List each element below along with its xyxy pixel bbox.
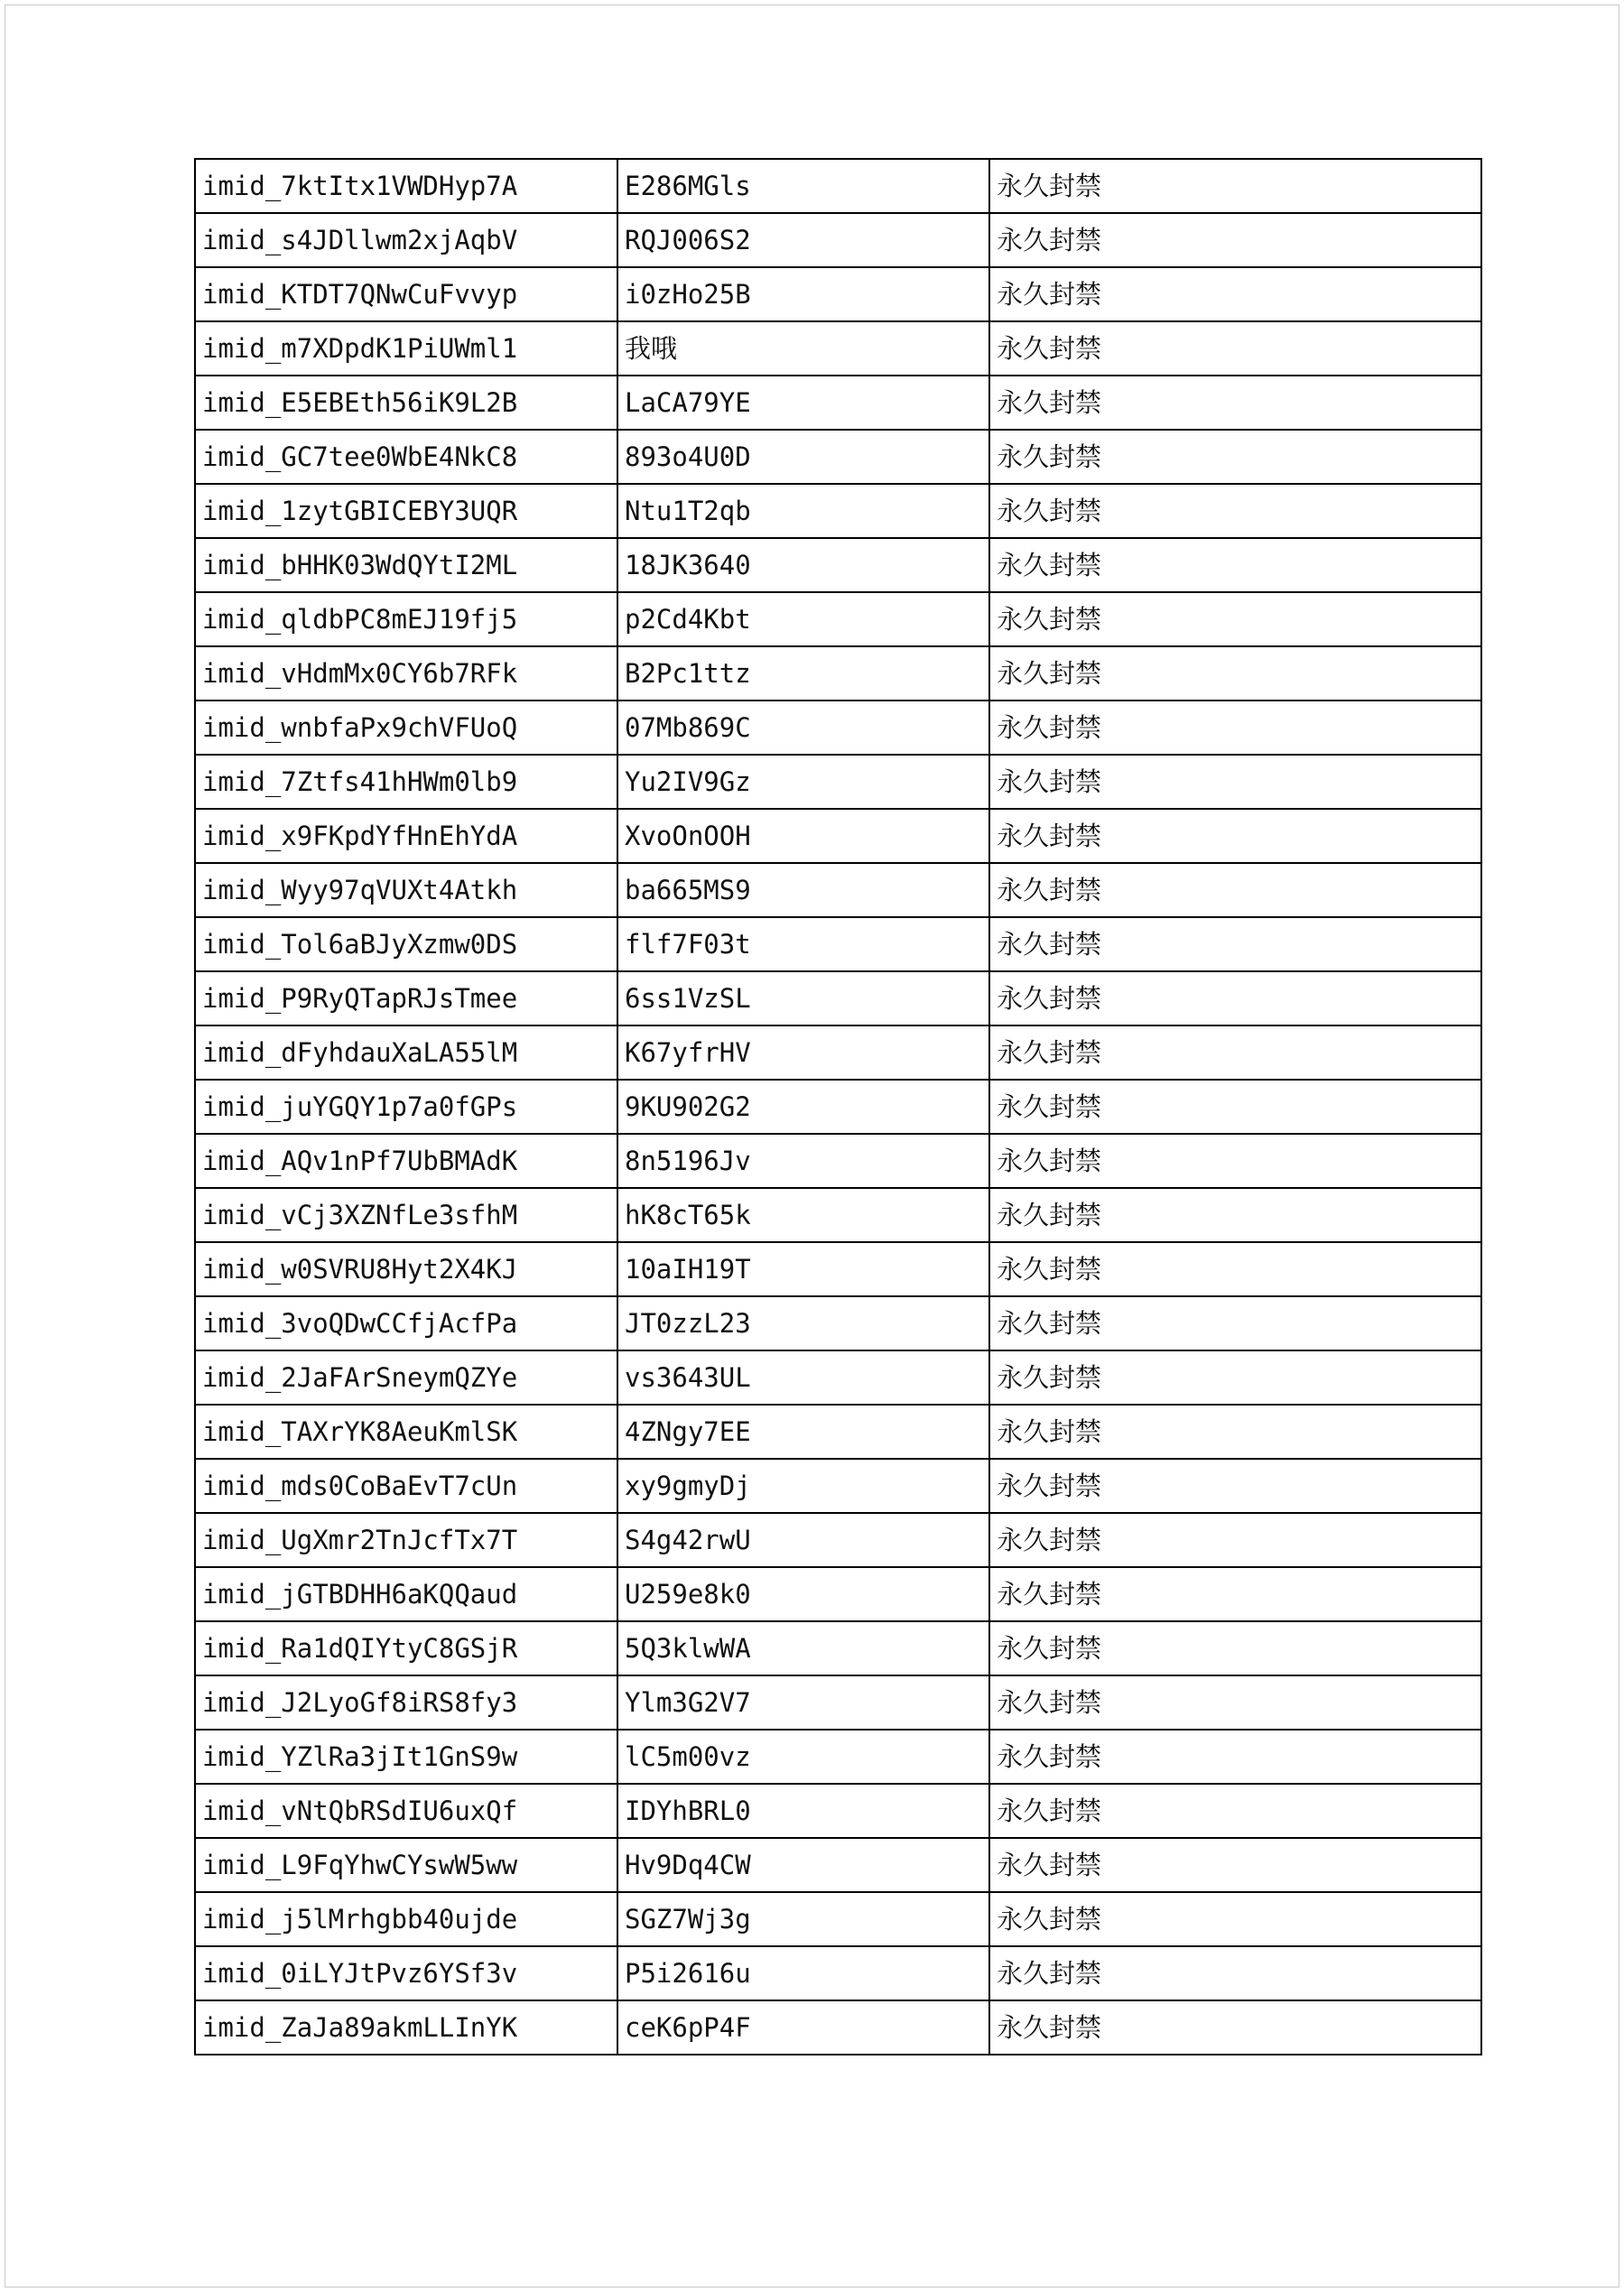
- code-cell: i0zHo25B: [617, 267, 989, 321]
- code-cell: K67yfrHV: [617, 1025, 989, 1080]
- account-id-cell: imid_w0SVRU8Hyt2X4KJ: [195, 1242, 617, 1296]
- table-row: [195, 159, 1481, 213]
- table-row: [195, 1025, 1481, 1080]
- account-id-cell: imid_GC7tee0WbE4NkC8: [195, 430, 617, 484]
- code-cell: E286MGls: [617, 159, 989, 213]
- code-cell: 6ss1VzSL: [617, 971, 989, 1025]
- ban-status-cell: 永久封禁: [989, 538, 1481, 592]
- ban-status-cell: 永久封禁: [989, 1675, 1481, 1730]
- ban-status-cell: 永久封禁: [989, 267, 1481, 321]
- account-id-cell: imid_mds0CoBaEvT7cUn: [195, 1459, 617, 1513]
- ban-status-cell: 永久封禁: [989, 1080, 1481, 1134]
- ban-status-cell: 永久封禁: [989, 1513, 1481, 1567]
- account-id-cell: imid_m7XDpdK1PiUWml1: [195, 321, 617, 376]
- ban-status-cell: 永久封禁: [989, 863, 1481, 917]
- account-id-cell: imid_j5lMrhgbb40ujde: [195, 1892, 617, 1946]
- ban-status-cell: 永久封禁: [989, 701, 1481, 755]
- table-row: [195, 1350, 1481, 1405]
- table-row: [195, 430, 1481, 484]
- account-id-cell: imid_2JaFArSneymQZYe: [195, 1350, 617, 1405]
- code-cell: 我哦: [617, 321, 989, 376]
- ban-status-cell: 永久封禁: [989, 430, 1481, 484]
- table-row: [195, 1513, 1481, 1567]
- ban-status-cell: 永久封禁: [989, 1405, 1481, 1459]
- ban-status-cell: 永久封禁: [989, 917, 1481, 971]
- table-row: [195, 1946, 1481, 2000]
- account-id-cell: imid_L9FqYhwCYswW5ww: [195, 1838, 617, 1892]
- table-row: [195, 1296, 1481, 1350]
- account-id-cell: imid_vCj3XZNfLe3sfhM: [195, 1188, 617, 1242]
- ban-status-cell: 永久封禁: [989, 1296, 1481, 1350]
- code-cell: ba665MS9: [617, 863, 989, 917]
- account-id-cell: imid_dFyhdauXaLA55lM: [195, 1025, 617, 1080]
- ban-status-cell: 永久封禁: [989, 2000, 1481, 2055]
- code-cell: LaCA79YE: [617, 376, 989, 430]
- ban-status-cell: 永久封禁: [989, 1459, 1481, 1513]
- code-cell: 8n5196Jv: [617, 1134, 989, 1188]
- ban-status-cell: 永久封禁: [989, 971, 1481, 1025]
- ban-status-cell: 永久封禁: [989, 1188, 1481, 1242]
- table-row: [195, 701, 1481, 755]
- code-cell: Ylm3G2V7: [617, 1675, 989, 1730]
- account-id-cell: imid_P9RyQTapRJsTmee: [195, 971, 617, 1025]
- ban-status-cell: 永久封禁: [989, 1946, 1481, 2000]
- ban-status-cell: 永久封禁: [989, 484, 1481, 538]
- ban-status-cell: 永久封禁: [989, 213, 1481, 267]
- table-row: [195, 971, 1481, 1025]
- code-cell: 10aIH19T: [617, 1242, 989, 1296]
- code-cell: 07Mb869C: [617, 701, 989, 755]
- code-cell: lC5m00vz: [617, 1730, 989, 1784]
- table-row: [195, 538, 1481, 592]
- table-row: [195, 592, 1481, 646]
- account-id-cell: imid_ZaJa89akmLLInYK: [195, 2000, 617, 2055]
- ban-status-cell: 永久封禁: [989, 1838, 1481, 1892]
- account-id-cell: imid_E5EBEth56iK9L2B: [195, 376, 617, 430]
- code-cell: flf7F03t: [617, 917, 989, 971]
- account-id-cell: imid_7Ztfs41hHWm0lb9: [195, 755, 617, 809]
- code-cell: hK8cT65k: [617, 1188, 989, 1242]
- table-row: [195, 1459, 1481, 1513]
- table-row: [195, 809, 1481, 863]
- table-row: [195, 1838, 1481, 1892]
- code-cell: B2Pc1ttz: [617, 646, 989, 701]
- code-cell: XvoOnOOH: [617, 809, 989, 863]
- ban-status-cell: 永久封禁: [989, 646, 1481, 701]
- account-id-cell: imid_Ra1dQIYtyC8GSjR: [195, 1621, 617, 1675]
- table-row: [195, 1405, 1481, 1459]
- table-row: [195, 376, 1481, 430]
- code-cell: RQJ006S2: [617, 213, 989, 267]
- account-id-cell: imid_vHdmMx0CY6b7RFk: [195, 646, 617, 701]
- ban-status-cell: 永久封禁: [989, 1730, 1481, 1784]
- ban-status-cell: 永久封禁: [989, 592, 1481, 646]
- table-row: [195, 484, 1481, 538]
- account-id-cell: imid_3voQDwCCfjAcfPa: [195, 1296, 617, 1350]
- account-id-cell: imid_x9FKpdYfHnEhYdA: [195, 809, 617, 863]
- table-row: [195, 1188, 1481, 1242]
- account-id-cell: imid_AQv1nPf7UbBMAdK: [195, 1134, 617, 1188]
- account-id-cell: imid_YZlRa3jIt1GnS9w: [195, 1730, 617, 1784]
- ban-status-cell: 永久封禁: [989, 1350, 1481, 1405]
- account-id-cell: imid_Wyy97qVUXt4Atkh: [195, 863, 617, 917]
- table-row: [195, 1134, 1481, 1188]
- ban-list-table: [194, 158, 1482, 2055]
- account-id-cell: imid_J2LyoGf8iRS8fy3: [195, 1675, 617, 1730]
- code-cell: U259e8k0: [617, 1567, 989, 1621]
- ban-status-cell: 永久封禁: [989, 755, 1481, 809]
- account-id-cell: imid_Tol6aBJyXzmw0DS: [195, 917, 617, 971]
- account-id-cell: imid_KTDT7QNwCuFvvyp: [195, 267, 617, 321]
- code-cell: 5Q3klwWA: [617, 1621, 989, 1675]
- table-row: [195, 917, 1481, 971]
- table-row: [195, 267, 1481, 321]
- code-cell: Ntu1T2qb: [617, 484, 989, 538]
- code-cell: 9KU902G2: [617, 1080, 989, 1134]
- table-body: [195, 159, 1481, 2055]
- account-id-cell: imid_qldbPC8mEJ19fj5: [195, 592, 617, 646]
- ban-status-cell: 永久封禁: [989, 1134, 1481, 1188]
- account-id-cell: imid_TAXrYK8AeuKmlSK: [195, 1405, 617, 1459]
- table-row: [195, 213, 1481, 267]
- document-page: [5, 5, 1619, 2287]
- ban-status-cell: 永久封禁: [989, 1784, 1481, 1838]
- table-row: [195, 1730, 1481, 1784]
- table-row: [195, 1242, 1481, 1296]
- code-cell: xy9gmyDj: [617, 1459, 989, 1513]
- table-row: [195, 1567, 1481, 1621]
- code-cell: IDYhBRL0: [617, 1784, 989, 1838]
- table-row: [195, 1784, 1481, 1838]
- account-id-cell: imid_s4JDllwm2xjAqbV: [195, 213, 617, 267]
- ban-status-cell: 永久封禁: [989, 376, 1481, 430]
- account-id-cell: imid_juYGQY1p7a0fGPs: [195, 1080, 617, 1134]
- ban-status-cell: 永久封禁: [989, 321, 1481, 376]
- code-cell: 18JK3640: [617, 538, 989, 592]
- code-cell: Yu2IV9Gz: [617, 755, 989, 809]
- ban-status-cell: 永久封禁: [989, 1242, 1481, 1296]
- code-cell: 893o4U0D: [617, 430, 989, 484]
- table-row: [195, 646, 1481, 701]
- account-id-cell: imid_bHHK03WdQYtI2ML: [195, 538, 617, 592]
- account-id-cell: imid_jGTBDHH6aKQQaud: [195, 1567, 617, 1621]
- table-row: [195, 1892, 1481, 1946]
- table-row: [195, 2000, 1481, 2055]
- account-id-cell: imid_0iLYJtPvz6YSf3v: [195, 1946, 617, 2000]
- account-id-cell: imid_wnbfaPx9chVFUoQ: [195, 701, 617, 755]
- code-cell: ceK6pP4F: [617, 2000, 989, 2055]
- code-cell: 4ZNgy7EE: [617, 1405, 989, 1459]
- table-row: [195, 755, 1481, 809]
- table-row: [195, 863, 1481, 917]
- account-id-cell: imid_vNtQbRSdIU6uxQf: [195, 1784, 617, 1838]
- code-cell: P5i2616u: [617, 1946, 989, 2000]
- code-cell: SGZ7Wj3g: [617, 1892, 989, 1946]
- ban-status-cell: 永久封禁: [989, 159, 1481, 213]
- table-row: [195, 321, 1481, 376]
- ban-status-cell: 永久封禁: [989, 1892, 1481, 1946]
- account-id-cell: imid_7ktItx1VWDHyp7A: [195, 159, 617, 213]
- ban-status-cell: 永久封禁: [989, 809, 1481, 863]
- table-row: [195, 1675, 1481, 1730]
- code-cell: vs3643UL: [617, 1350, 989, 1405]
- code-cell: p2Cd4Kbt: [617, 592, 989, 646]
- ban-status-cell: 永久封禁: [989, 1621, 1481, 1675]
- account-id-cell: imid_1zytGBICEBY3UQR: [195, 484, 617, 538]
- table-row: [195, 1080, 1481, 1134]
- account-id-cell: imid_UgXmr2TnJcfTx7T: [195, 1513, 617, 1567]
- ban-status-cell: 永久封禁: [989, 1025, 1481, 1080]
- code-cell: S4g42rwU: [617, 1513, 989, 1567]
- table-row: [195, 1621, 1481, 1675]
- ban-status-cell: 永久封禁: [989, 1567, 1481, 1621]
- code-cell: JT0zzL23: [617, 1296, 989, 1350]
- code-cell: Hv9Dq4CW: [617, 1838, 989, 1892]
